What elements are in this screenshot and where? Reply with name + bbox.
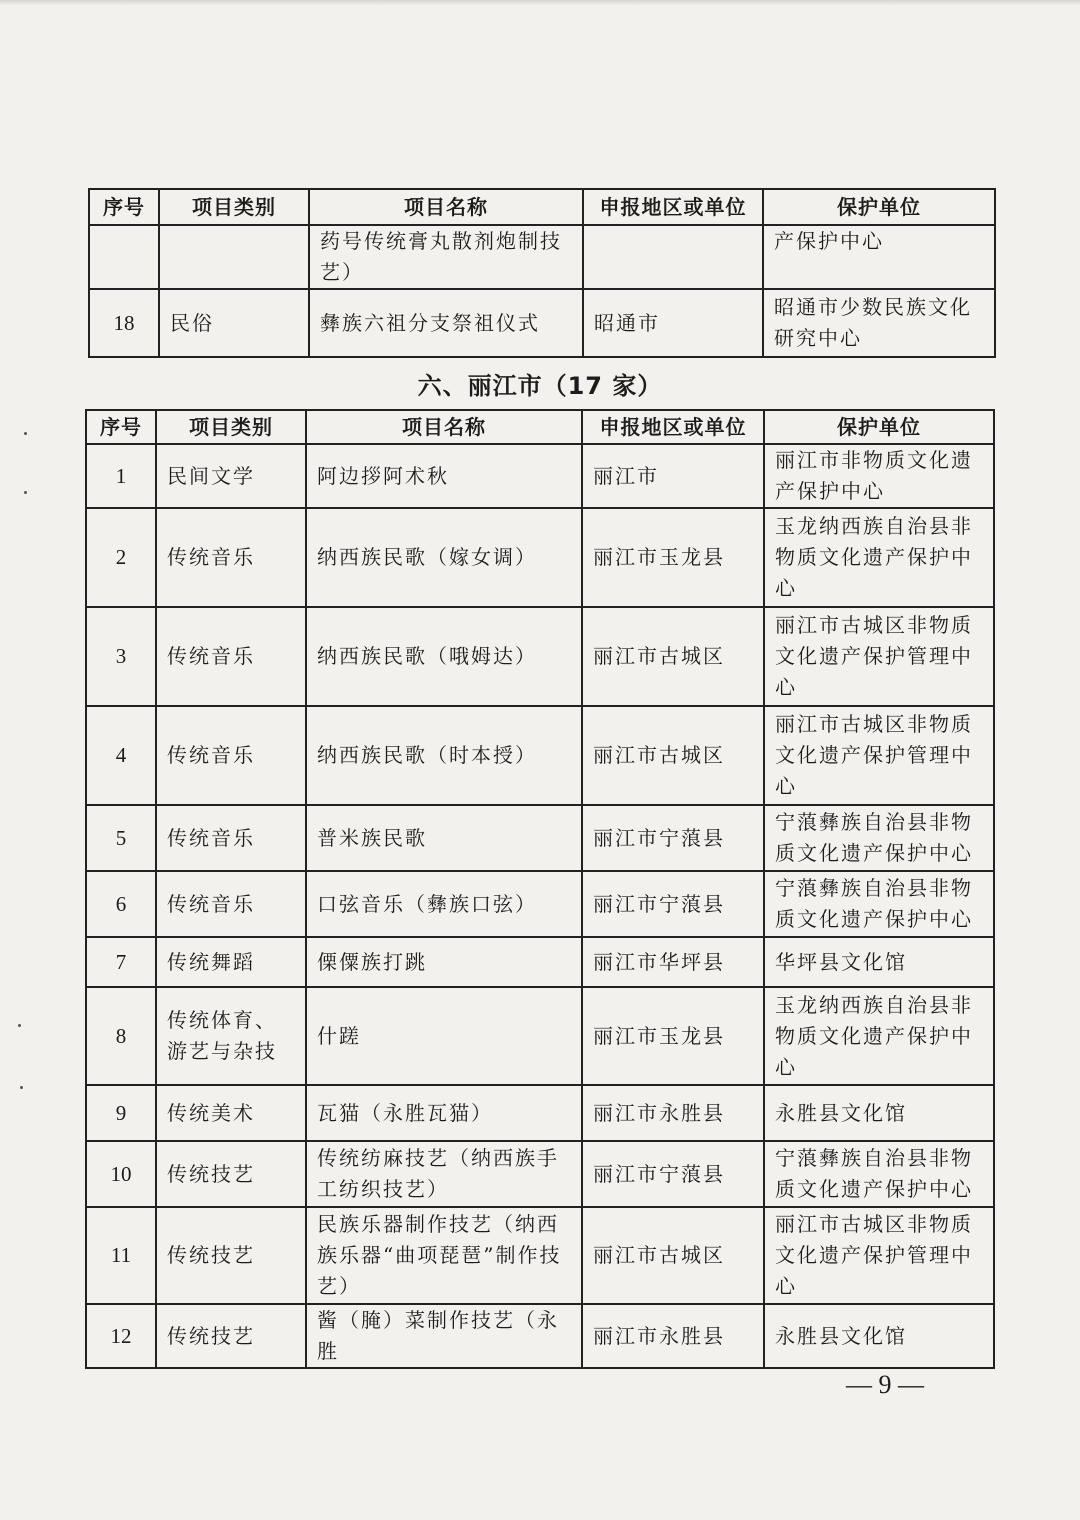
cell-category: 传统美术 (156, 1085, 306, 1141)
cell-unit: 宁蒗彝族自治县非物质文化遗产保护中心 (764, 1141, 994, 1207)
cell-name: 传统纺麻技艺（纳西族手工纺织技艺） (306, 1141, 582, 1207)
cell-category: 传统技艺 (156, 1141, 306, 1207)
cell-category (159, 225, 309, 289)
cell-unit: 丽江市非物质文化遗产保护中心 (764, 444, 994, 508)
cell-unit: 宁蒗彝族自治县非物质文化遗产保护中心 (764, 871, 994, 937)
cell-no: 11 (86, 1207, 156, 1304)
cell-no: 3 (86, 607, 156, 706)
cell-category: 传统技艺 (156, 1207, 306, 1304)
cell-name: 普米族民歌 (306, 805, 582, 871)
cell-name: 口弦音乐（彝族口弦） (306, 871, 582, 937)
cell-region: 丽江市古城区 (582, 1207, 764, 1304)
cell-category: 民俗 (159, 289, 309, 357)
cell-unit: 丽江市古城区非物质文化遗产保护管理中心 (764, 1207, 994, 1304)
table-row (86, 1141, 994, 1207)
cell-region: 丽江市古城区 (582, 607, 764, 706)
scan-top-edge (0, 0, 1080, 6)
cell-name: 彝族六祖分支祭祖仪式 (309, 289, 583, 357)
cell-no: 9 (86, 1085, 156, 1141)
table-row (89, 289, 995, 357)
cell-region: 丽江市宁蒗县 (582, 1141, 764, 1207)
table-row (86, 444, 994, 508)
cell-name: 瓦猫（永胜瓦猫） (306, 1085, 582, 1141)
col-header-region: 申报地区或单位 (583, 189, 763, 225)
cell-unit: 丽江市古城区非物质文化遗产保护管理中心 (764, 706, 994, 805)
cell-region: 丽江市永胜县 (582, 1304, 764, 1368)
cell-category: 传统音乐 (156, 706, 306, 805)
table-row (86, 607, 994, 706)
cell-category: 传统技艺 (156, 1304, 306, 1368)
cell-region: 丽江市宁蒗县 (582, 805, 764, 871)
table-row (86, 1304, 994, 1368)
cell-unit: 华坪县文化馆 (764, 937, 994, 987)
cell-unit: 玉龙纳西族自治县非物质文化遗产保护中心 (764, 987, 994, 1085)
cell-unit: 昭通市少数民族文化研究中心 (763, 289, 995, 357)
cell-category: 传统体育、游艺与杂技 (156, 987, 306, 1085)
cell-name: 酱（腌）菜制作技艺（永胜 (306, 1304, 582, 1368)
cell-no: 1 (86, 444, 156, 508)
cell-category: 传统舞蹈 (156, 937, 306, 987)
cell-category: 民间文学 (156, 444, 306, 508)
cell-no: 6 (86, 871, 156, 937)
cell-unit: 玉龙纳西族自治县非物质文化遗产保护中心 (764, 508, 994, 607)
col-header-no: 序号 (89, 189, 159, 225)
cell-name: 纳西族民歌（哦姆达） (306, 607, 582, 706)
cell-region (583, 225, 763, 289)
col-header-name: 项目名称 (309, 189, 583, 225)
col-header-unit: 保护单位 (763, 189, 995, 225)
cell-no: 7 (86, 937, 156, 987)
cell-unit: 宁蒗彝族自治县非物质文化遗产保护中心 (764, 805, 994, 871)
table-row (86, 508, 994, 607)
cell-no: 10 (86, 1141, 156, 1207)
cell-no: 4 (86, 706, 156, 805)
cell-no: 8 (86, 987, 156, 1085)
cell-name: 什蹉 (306, 987, 582, 1085)
table-header-row (86, 410, 994, 444)
table-row (86, 805, 994, 871)
table-row (86, 1085, 994, 1141)
cell-region: 丽江市 (582, 444, 764, 508)
cell-name: 药号传统膏丸散剂炮制技艺） (309, 225, 583, 289)
col-header-name: 项目名称 (306, 410, 582, 444)
cell-unit: 永胜县文化馆 (764, 1304, 994, 1368)
scan-speck (24, 491, 27, 494)
cell-region: 丽江市古城区 (582, 706, 764, 805)
page-number: — 9 — (846, 1370, 924, 1399)
cell-region: 昭通市 (583, 289, 763, 357)
cell-name: 民族乐器制作技艺（纳西族乐器“曲项琵琶”制作技艺） (306, 1207, 582, 1304)
col-header-no: 序号 (86, 410, 156, 444)
cell-unit: 产保护中心 (763, 225, 995, 289)
table-row (86, 937, 994, 987)
table-row (89, 225, 995, 289)
section-heading: 六、丽江市（17 家） (417, 372, 663, 400)
col-header-category: 项目类别 (156, 410, 306, 444)
cell-category: 传统音乐 (156, 871, 306, 937)
table-row (86, 1207, 994, 1304)
cell-name: 傈僳族打跳 (306, 937, 582, 987)
lijiang-table (85, 409, 995, 1369)
cell-region: 丽江市华坪县 (582, 937, 764, 987)
cell-category: 传统音乐 (156, 607, 306, 706)
col-header-unit: 保护单位 (764, 410, 994, 444)
cell-name: 纳西族民歌（时本授） (306, 706, 582, 805)
col-header-region: 申报地区或单位 (582, 410, 764, 444)
scan-speck (18, 1024, 21, 1027)
cell-unit: 丽江市古城区非物质文化遗产保护管理中心 (764, 607, 994, 706)
table-row (86, 871, 994, 937)
cell-region: 丽江市玉龙县 (582, 987, 764, 1085)
cell-name: 纳西族民歌（嫁女调） (306, 508, 582, 607)
cell-no (89, 225, 159, 289)
cell-region: 丽江市宁蒗县 (582, 871, 764, 937)
cell-unit: 永胜县文化馆 (764, 1085, 994, 1141)
cell-name: 阿边拶阿术秋 (306, 444, 582, 508)
cell-category: 传统音乐 (156, 805, 306, 871)
cell-no: 2 (86, 508, 156, 607)
table-row (86, 706, 994, 805)
continued-table (88, 188, 996, 358)
cell-region: 丽江市永胜县 (582, 1085, 764, 1141)
table-row (86, 987, 994, 1085)
table-header-row (89, 189, 995, 225)
scan-speck (20, 1086, 23, 1089)
scan-speck (24, 432, 27, 435)
cell-no: 12 (86, 1304, 156, 1368)
cell-no: 18 (89, 289, 159, 357)
col-header-category: 项目类别 (159, 189, 309, 225)
cell-no: 5 (86, 805, 156, 871)
cell-region: 丽江市玉龙县 (582, 508, 764, 607)
cell-category: 传统音乐 (156, 508, 306, 607)
